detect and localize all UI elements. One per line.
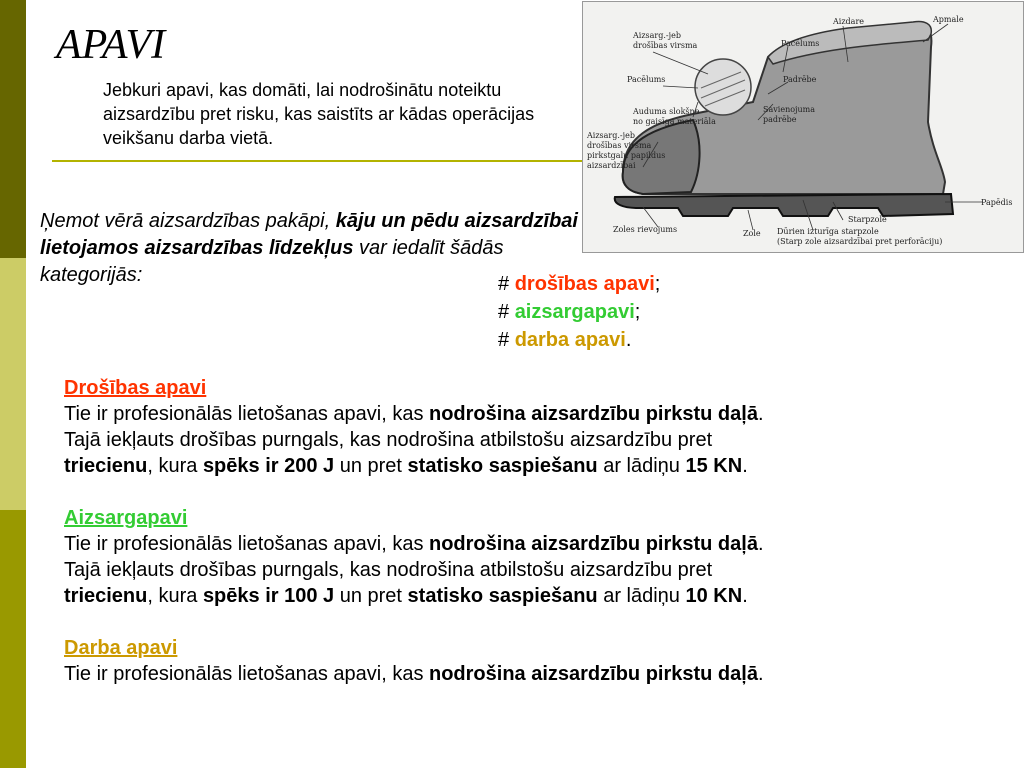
label-durien-2: (Starp zole aizsardzībai pret perforāciju) <box>777 237 943 246</box>
category-bullet: # <box>498 273 515 295</box>
label-savienojuma-2: padrēbe <box>763 115 797 124</box>
label-aizsarg2a: Aizsarg.-jeb <box>587 131 635 140</box>
category-list <box>498 270 660 354</box>
section-aizsargapavi <box>64 505 964 609</box>
boot-illustration <box>583 2 1023 252</box>
label-papedis: Papēdis <box>981 198 1013 207</box>
category-bullet: # <box>498 301 515 323</box>
sidebar-block-bottom <box>0 510 26 768</box>
boot-diagram <box>582 1 1024 253</box>
category-item-drosibas <box>498 270 660 298</box>
label-auduma-1: Auduma slokšne <box>633 107 700 116</box>
section-line: Tie ir profesionālās lietošanas apavi, kas nodrošina aizsardzību pirkstu daļā. <box>64 403 764 425</box>
label-zoles-rievojums: Zoles rievojums <box>613 225 678 234</box>
section-line: triecienu, kura spēks ir 200 J un pret statisko saspiešanu ar lādiņu 15 KN. <box>64 455 748 477</box>
intro-definition: Jebkuri apavi, kas domāti, lai nodrošinātu noteiktu aizsardzību pret risku, kas saistīts ar kādas operācijas veikšanu darba vietā. <box>103 80 535 148</box>
label-padrebe: Padrēbe <box>783 75 817 84</box>
label-apmale: Apmale <box>933 15 964 24</box>
label-aizdare: Aizdare <box>833 17 864 26</box>
category-details <box>64 375 964 713</box>
label-aizsarg2d: aizsardzībai <box>587 161 636 170</box>
lead-text-1: Ņemot vērā aizsardzības pakāpi, <box>40 210 336 232</box>
sole-shape <box>615 194 953 216</box>
category-item-aizsarg <box>498 298 660 326</box>
label-durien: Dūrien izturīga starpzole <box>777 227 879 236</box>
label-savienojuma-1: Savienojuma <box>763 105 816 114</box>
lead-text-2: var iedalīt šādās kategorijās: <box>40 237 504 286</box>
sidebar-block-middle <box>0 258 26 510</box>
category-item-darba <box>498 326 660 354</box>
category-bullet: # <box>498 329 515 351</box>
sidebar-stripe <box>0 0 26 768</box>
label-auduma-2: no gaisīga materiāla <box>633 117 716 126</box>
category-label: drošības apavi <box>514 273 655 295</box>
label-aizsarg2b: drošības virsma <box>587 141 652 150</box>
page-title: APAVI <box>56 22 166 68</box>
category-punct: ; <box>654 273 661 295</box>
section-line: Tajā iekļauts drošības purngals, kas nodrošina atbilstošu aizsardzību pret <box>64 429 713 451</box>
label-starpzole: Starpzole <box>848 215 887 224</box>
category-punct: ; <box>634 301 641 323</box>
category-punct: . <box>625 329 632 351</box>
section-line: Tie ir profesionālās lietošanas apavi, kas nodrošina aizsardzību pirkstu daļā. <box>64 663 764 685</box>
section-line: Tie ir profesionālās lietošanas apavi, kas nodrošina aizsardzību pirkstu daļā. <box>64 533 764 555</box>
label-pacelums-2: Pacēlums <box>627 75 666 84</box>
label-aizsarg1a: Aizsarg.-jeb <box>633 31 681 40</box>
category-label: aizsargapavi <box>514 301 635 323</box>
section-heading: Aizsargapavi <box>64 507 188 529</box>
label-pacelums-1: Pacēlums <box>781 39 820 48</box>
sidebar-block-top <box>0 0 26 258</box>
lead-text-bold: kāju un pēdu aizsardzībai lietojamos aizsardzības līdzekļus <box>40 210 578 259</box>
category-label: darba apavi <box>514 329 626 351</box>
section-line: Tajā iekļauts drošības purngals, kas nodrošina atbilstošu aizsardzību pret <box>64 559 713 581</box>
section-heading: Darba apavi <box>64 637 178 659</box>
section-heading: Drošības apavi <box>64 377 207 399</box>
label-zole: Zole <box>743 229 761 238</box>
section-darba-apavi <box>64 635 964 687</box>
label-aizsarg2c: pirkstgalu papildus <box>587 151 666 160</box>
label-aizsarg1b: drošības virsma <box>633 41 698 50</box>
title-divider <box>52 160 584 162</box>
section-drosibas-apavi <box>64 375 964 479</box>
section-line: triecienu, kura spēks ir 100 J un pret statisko saspiešanu ar lādiņu 10 KN. <box>64 585 748 607</box>
